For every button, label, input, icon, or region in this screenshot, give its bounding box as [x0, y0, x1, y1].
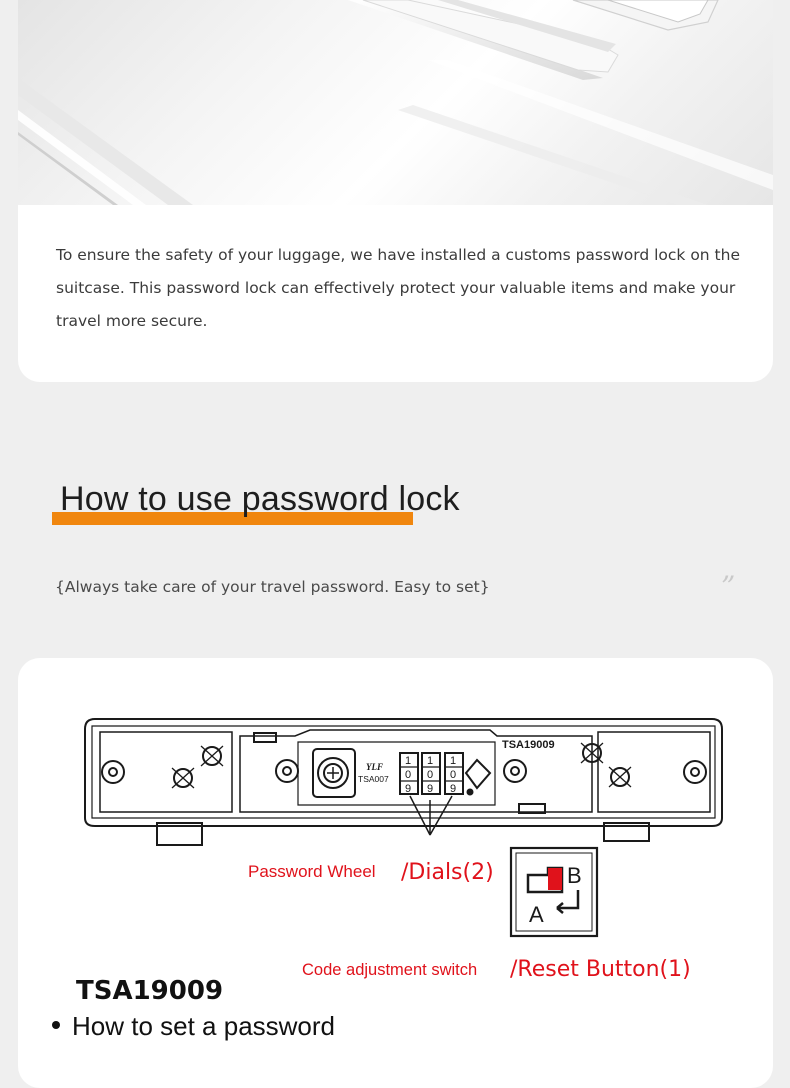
howto-list-item — [52, 1011, 335, 1042]
bullet-icon — [52, 1021, 60, 1029]
switch-label-b: B — [567, 863, 582, 888]
lock-code-label: TSA007 — [358, 774, 389, 784]
luggage-photo-art — [18, 0, 773, 205]
reset-button-label: /Reset Button(1) — [510, 957, 691, 982]
dial-digit: 9 — [427, 783, 434, 795]
dial-digit: 0 — [450, 769, 457, 781]
lock-model-label: TSA19009 — [502, 739, 555, 751]
section-heading: How to use password lock — [60, 480, 460, 518]
switch-label-a: A — [529, 902, 544, 927]
dial-digit: 0 — [427, 769, 434, 781]
dial-digit: 1 — [427, 755, 434, 767]
dial-digit: 9 — [405, 783, 412, 795]
dial-digit: 9 — [450, 783, 457, 795]
intro-card — [18, 205, 773, 382]
dial-digit: 0 — [405, 769, 412, 781]
model-title: TSA19009 — [76, 976, 224, 1006]
dial-digit: 1 — [405, 755, 412, 767]
intro-text: To ensure the safety of your luggage, we have installed a customs password lock on the suitcase. This password lock can effectively protect your valuable items and make your travel more secure. — [56, 246, 740, 330]
dials-label: /Dials(2) — [401, 860, 494, 885]
password-wheel-label: Password Wheel — [248, 862, 376, 881]
howto-text: How to set a password — [72, 1011, 336, 1041]
code-switch-label: Code adjustment switch — [302, 961, 478, 979]
dial-digit: 1 — [450, 755, 457, 767]
brand-mark: YLF — [366, 762, 383, 772]
quote-mark-icon: ” — [721, 570, 736, 603]
luggage-photo — [18, 0, 773, 205]
section-subtitle: {Always take care of your travel password. Easy to set} — [55, 578, 490, 596]
